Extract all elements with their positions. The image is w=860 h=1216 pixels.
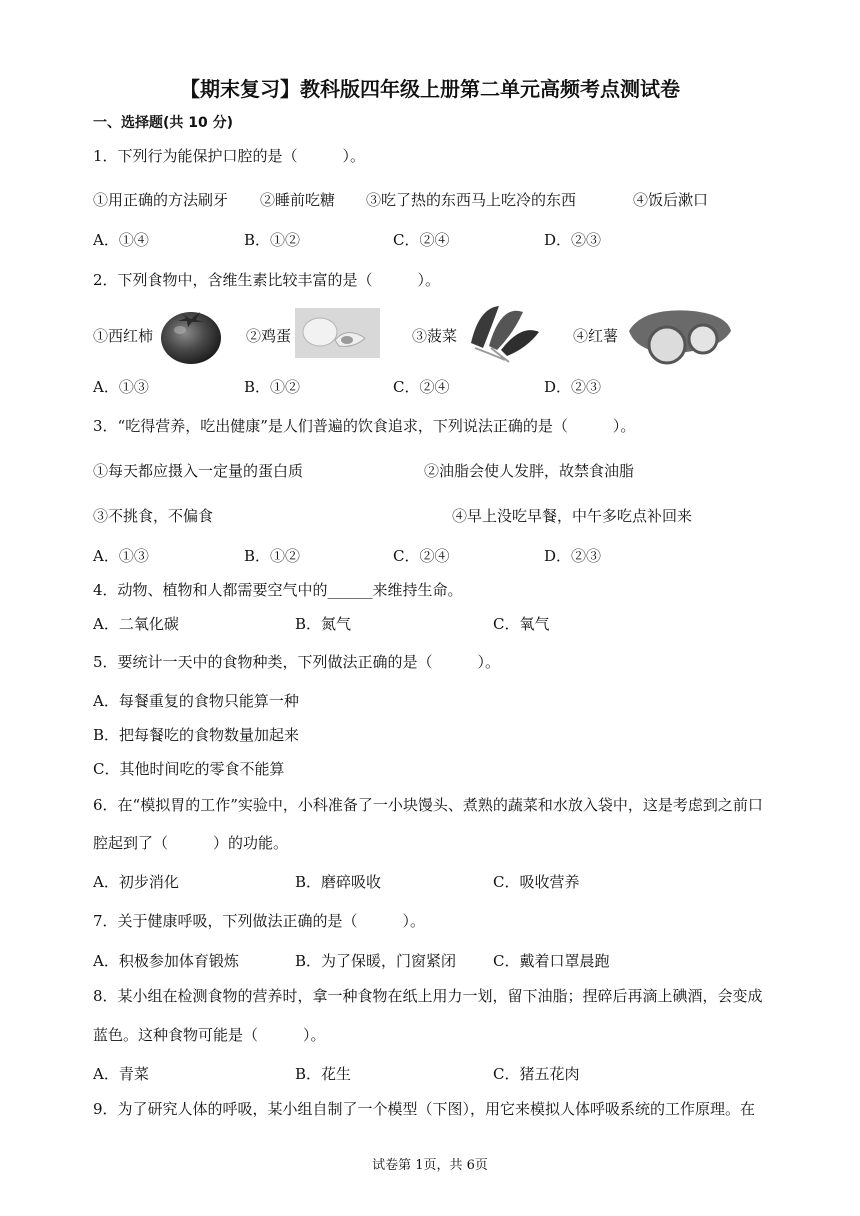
q2-item-2: ②鸡蛋: [246, 327, 292, 345]
q8-option-a[interactable]: A．青菜: [93, 1065, 149, 1083]
q2-option-d[interactable]: D．②③: [544, 378, 602, 396]
q1-option-d[interactable]: D．②③: [544, 231, 602, 249]
q6-option-b[interactable]: B．磨碎吸收: [295, 873, 382, 891]
q1-item-3: ③吃了热的东西马上吃冷的东西: [366, 191, 577, 209]
q4-option-b[interactable]: B．氮气: [295, 615, 352, 633]
q2-option-a[interactable]: A．①③: [93, 378, 149, 396]
q7-option-b[interactable]: B．为了保暖，门窗紧闭: [295, 952, 457, 970]
q2-item-4: ④红薯: [573, 327, 619, 345]
q3-item-2: ②油脂会使人发胖，故禁食油脂: [424, 462, 635, 480]
q5-option-a[interactable]: A．每餐重复的食物只能算一种: [93, 692, 299, 710]
q1-option-c[interactable]: C．②④: [393, 231, 450, 249]
q2-item-3: ③菠菜: [412, 327, 458, 345]
q6-option-a[interactable]: A．初步消化: [93, 873, 179, 891]
egg-image: [295, 308, 380, 358]
question-2-stem: 2．下列食物中，含维生素比较丰富的是（ ）。: [93, 271, 441, 289]
q8-option-b[interactable]: B．花生: [295, 1065, 352, 1083]
q5-option-b[interactable]: B．把每餐吃的食物数量加起来: [93, 726, 300, 744]
q1-item-2: ②睡前吃糖: [260, 191, 336, 209]
q3-option-d[interactable]: D．②③: [544, 547, 602, 565]
q1-item-1: ①用正确的方法刷牙: [93, 191, 229, 209]
question-8-stem-line-2: 蓝色。这种食物可能是（ ）。: [93, 1026, 326, 1044]
q3-option-c[interactable]: C．②④: [393, 547, 450, 565]
q3-item-3: ③不挑食，不偏食: [93, 507, 214, 525]
question-7-stem: 7．关于健康呼吸，下列做法正确的是（ ）。: [93, 912, 426, 930]
question-5-stem: 5．要统计一天中的食物种类，下列做法正确的是（ ）。: [93, 653, 501, 671]
q4-option-a[interactable]: A．二氧化碳: [93, 615, 179, 633]
question-3-stem: 3．“吃得营养，吃出健康”是人们普遍的饮食追求，下列说法正确的是（ ）。: [93, 417, 636, 435]
q1-item-4: ④饭后漱口: [633, 191, 709, 209]
section-heading: 一、选择题(共 10 分): [93, 115, 234, 131]
q5-option-c[interactable]: C．其他时间吃的零食不能算: [93, 760, 285, 778]
q6-option-c[interactable]: C．吸收营养: [493, 873, 580, 891]
question-4-stem: 4．动物、植物和人都需要空气中的______来维持生命。: [93, 581, 463, 599]
q7-option-c[interactable]: C．戴着口罩晨跑: [493, 952, 610, 970]
tomato-image: [158, 302, 224, 366]
question-6-stem-line-1: 6．在“模拟胃的工作”实验中，小科准备了一小块馒头、煮熟的蔬菜和水放入袋中，这是考虑到之前口: [93, 796, 763, 814]
question-8-stem-line-1: 8．某小组在检测食物的营养时，拿一种食物在纸上用力一划，留下油脂；捏碎后再滴上碘酒，会变成: [93, 987, 763, 1005]
page-footer: 试卷第 1页，共 6页: [372, 1158, 488, 1173]
q7-option-a[interactable]: A．积极参加体育锻炼: [93, 952, 239, 970]
question-1-stem: 1．下列行为能保护口腔的是（ ）。: [93, 147, 366, 165]
q1-option-a[interactable]: A．①④: [93, 231, 149, 249]
q2-option-b[interactable]: B．①②: [244, 378, 301, 396]
question-9-stem: 9．为了研究人体的呼吸，某小组自制了一个模型（下图），用它来模拟人体呼吸系统的工作原理。在: [93, 1100, 756, 1118]
page-title: 【期末复习】教科版四年级上册第二单元高频考点测试卷: [180, 77, 680, 101]
question-6-stem-line-2: 腔起到了（ ）的功能。: [93, 834, 289, 852]
q4-option-c[interactable]: C．氧气: [493, 615, 550, 633]
q8-option-c[interactable]: C．猪五花肉: [493, 1065, 580, 1083]
q3-option-a[interactable]: A．①③: [93, 547, 149, 565]
spinach-image: [461, 298, 541, 368]
q2-option-c[interactable]: C．②④: [393, 378, 450, 396]
q2-item-1: ①西红柿: [93, 327, 154, 345]
q3-item-1: ①每天都应摄入一定量的蛋白质: [93, 462, 304, 480]
q3-option-b[interactable]: B．①②: [244, 547, 301, 565]
q3-item-4: ④早上没吃早餐，中午多吃点补回来: [452, 507, 693, 525]
q1-option-b[interactable]: B．①②: [244, 231, 301, 249]
sweet-potato-image: [623, 301, 735, 367]
